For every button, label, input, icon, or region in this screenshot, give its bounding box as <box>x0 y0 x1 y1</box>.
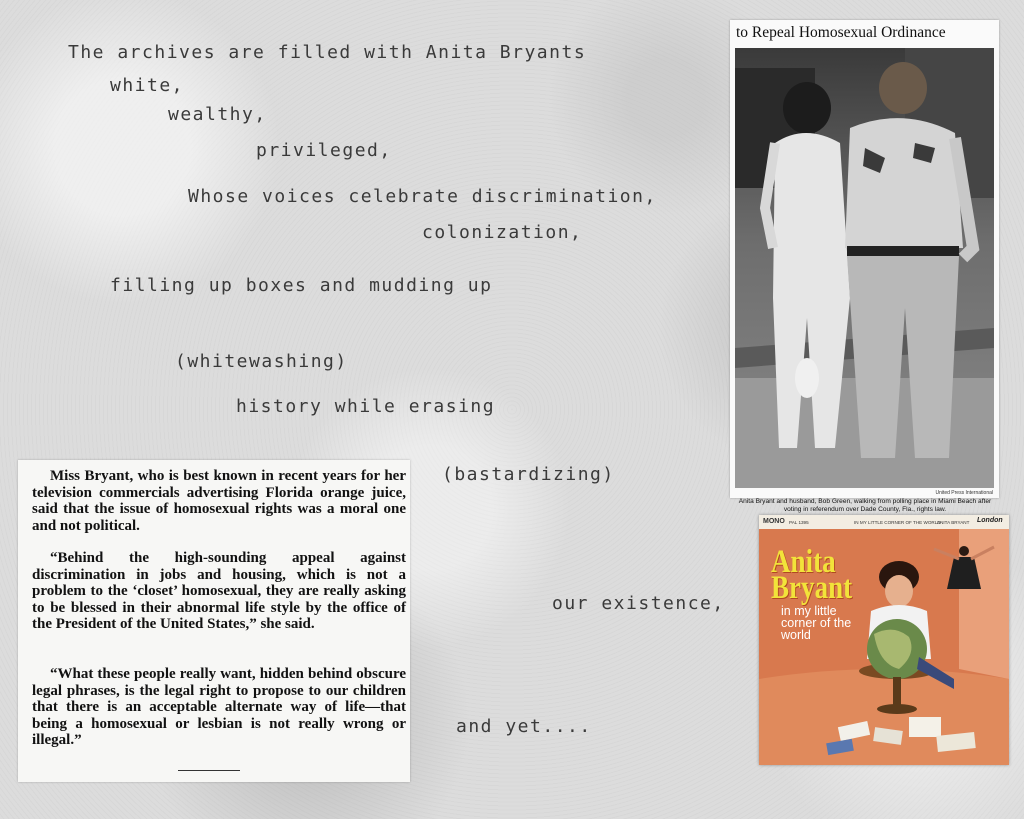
album-mono-label: MONO <box>763 518 785 525</box>
newspaper-photo-clipping <box>730 20 999 513</box>
album-catalog-number: PAL 1395 <box>789 520 809 525</box>
album-artwork <box>759 529 1009 765</box>
poem-line-10: (bastardizing) <box>442 464 615 485</box>
record-label-logo: London <box>977 517 1003 524</box>
photo-headline: to Repeal Homosexual Ordinance <box>736 24 946 41</box>
album-artist-name: Anita Bryant <box>771 544 853 606</box>
album-title: in my little corner of the world <box>781 604 852 642</box>
newspaper-quote-clipping <box>18 460 410 782</box>
couple-walking-photo <box>735 48 994 488</box>
photo-illustration <box>735 48 994 488</box>
poem-line-1: The archives are filled with Anita Bryants <box>68 42 587 63</box>
poem-line-11: our existence, <box>552 593 725 614</box>
album-top-song: IN MY LITTLE CORNER OF THE WORLD <box>854 520 941 525</box>
poem-line-7: filling up boxes and mudding up <box>110 275 493 296</box>
album-top-artist: ANITA BRYANT <box>937 520 970 525</box>
quote-paragraph-3: “What these people really want, hidden behind obscure legal phrases, is the legal right to propose to our children that there is an acceptable alternate way of life—that being a homosexual or lesbian is not really wrong or illegal.” <box>32 666 406 749</box>
quote-paragraph-1: Miss Bryant, who is best known in recent years for her television commercials advertising Florida orange juice, said that the issue of homosexual rights was a moral one and not political. <box>32 468 406 534</box>
clipping-divider <box>178 770 240 771</box>
poem-line-6: colonization, <box>422 222 583 243</box>
poem-line-4: privileged, <box>256 140 392 161</box>
photo-credit: United Press International <box>935 490 993 496</box>
poem-line-2: white, <box>110 75 185 96</box>
album-cover <box>759 515 1009 765</box>
poem-line-9: history while erasing <box>236 396 496 417</box>
quote-paragraph-2: “Behind the high-sounding appeal against discrimination in jobs and housing, which is not a problem to the ‘closet’ homosexual, they are really asking to be blessed in their abnormal life style by the office of the President of the United States,” she said. <box>32 550 406 633</box>
photo-caption: Anita Bryant and husband, Bob Green, walking from polling place in Miami Beach after voting in referendum over Dade County, Fla., rights law. <box>738 498 992 513</box>
poem-line-12: and yet.... <box>456 716 592 737</box>
poem-line-3: wealthy, <box>168 104 267 125</box>
album-top-bar <box>759 515 1009 529</box>
poem-line-8: (whitewashing) <box>175 351 348 372</box>
poem-line-5: Whose voices celebrate discrimination, <box>188 186 657 207</box>
